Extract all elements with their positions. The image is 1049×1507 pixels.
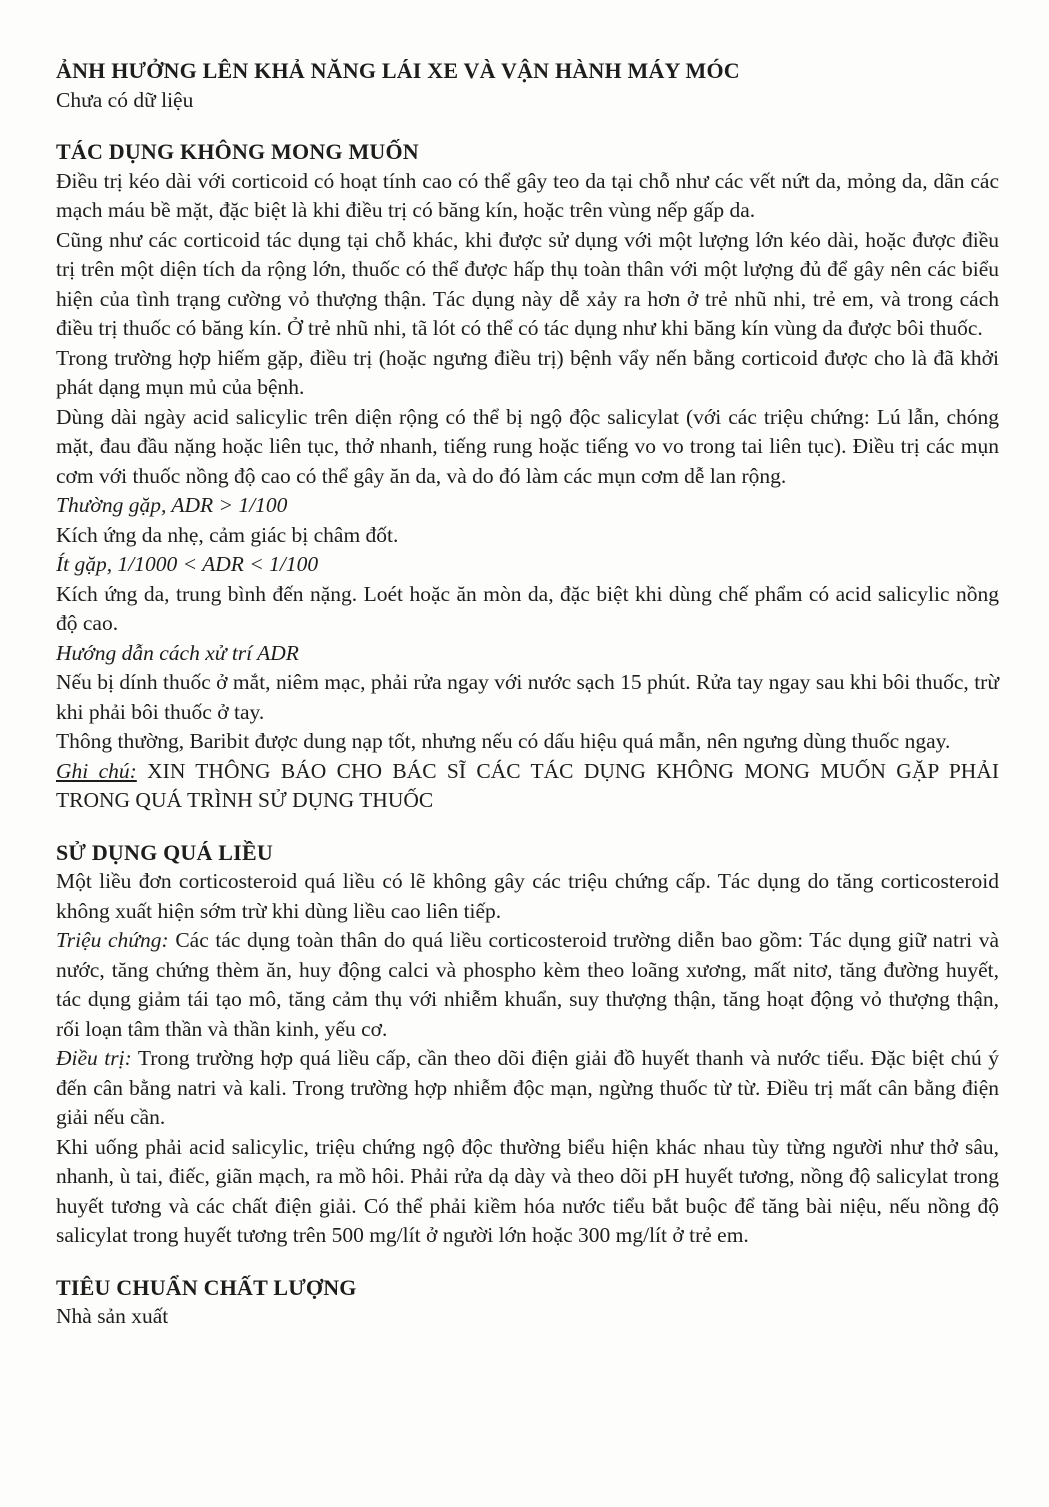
section-heading-overdose: SỬ DỤNG QUÁ LIỀU bbox=[56, 839, 273, 865]
overdose-symptoms-paragraph bbox=[56, 926, 999, 1044]
frequency-common-label: Thường gặp, ADR > 1/100 bbox=[56, 493, 288, 517]
section-adverse-effects bbox=[56, 137, 999, 816]
note-paragraph bbox=[56, 757, 999, 816]
frequency-uncommon-text: Kích ứng da, trung bình đến nặng. Loét hoặc ăn mòn da, đặc biệt khi dùng chế phẩm có acid salicylic nồng độ cao. bbox=[56, 581, 999, 635]
section-quality-standard bbox=[56, 1273, 999, 1332]
overdose-treatment-label: Điều trị: bbox=[56, 1046, 132, 1070]
note-text: XIN THÔNG BÁO CHO BÁC SĨ CÁC TÁC DỤNG KHÔNG MONG MUỐN GẶP PHẢI TRONG QUÁ TRÌNH SỬ DỤNG THUỐC bbox=[56, 758, 1000, 812]
paragraph-adverse-1: Điều trị kéo dài với corticoid có hoạt tính cao có thể gây teo da tại chỗ như các vết nứt da, mỏng da, dãn các mạch máu bề mặt, đặc biệt là khi điều trị có băng kín, hoặc trên vùng nếp gấp da. bbox=[56, 168, 999, 222]
frequency-common-text: Kích ứng da nhẹ, cảm giác bị châm đốt. bbox=[56, 522, 399, 547]
section-heading-quality-standard: TIÊU CHUẨN CHẤT LƯỢNG bbox=[56, 1274, 357, 1300]
section-heading-driving-effects: ẢNH HƯỞNG LÊN KHẢ NĂNG LÁI XE VÀ VẬN HÀNH MÁY MÓC bbox=[56, 58, 740, 83]
paragraph-adverse-4: Dùng dài ngày acid salicylic trên diện rộng có thể bị ngộ độc salicylat (với các triệu chứng: Lú lẫn, chóng mặt, đau đầu nặng hoặc liên tục, thở nhanh, tiếng rung hoặc tiếng vo vo trong tai liên tục). Điều trị các mụn cơm với thuốc nồng độ cao có thể gây ăn da, và do đó làm các mụn cơm dễ lan rộng. bbox=[56, 404, 999, 488]
paragraph-adr-handling-1: Nếu bị dính thuốc ở mắt, niêm mạc, phải rửa ngay với nước sạch 15 phút. Rửa tay ngay sau khi bôi thuốc, trừ khi phải bôi thuốc ở tay. bbox=[56, 670, 999, 724]
paragraph-adverse-3: Trong trường hợp hiếm gặp, điều trị (hoặc ngưng điều trị) bệnh vẩy nến bằng corticoid được cho là đã khởi phát dạng mụn mủ của bệnh. bbox=[56, 345, 999, 399]
overdose-symptoms-label: Triệu chứng: bbox=[56, 928, 169, 952]
paragraph-overdose-1: Một liều đơn corticosteroid quá liều có lẽ không gây các triệu chứng cấp. Tác dụng do tăng corticosteroid không xuất hiện sớm trừ khi dùng liều cao liên tiếp. bbox=[56, 869, 999, 923]
overdose-treatment-text: Trong trường hợp quá liều cấp, cần theo dõi điện giải đồ huyết thanh và nước tiểu. Đặc biệt chú ý đến cân bằng natri và kali. Trong trường hợp nhiễm độc mạn, ngừng thuốc từ từ. Điều trị mất cân bằng điện giải nếu cần. bbox=[56, 1046, 999, 1129]
paragraph-manufacturer: Nhà sản xuất bbox=[56, 1304, 169, 1328]
section-heading-adverse-effects: TÁC DỤNG KHÔNG MONG MUỐN bbox=[56, 139, 419, 164]
paragraph-overdose-2: Khi uống phải acid salicylic, triệu chứng ngộ độc thường biểu hiện khác nhau tùy từng người như thở sâu, nhanh, ù tai, điếc, giãn mạch, ra mồ hôi. Phải rửa dạ dày và theo dõi pH huyết tương, nồng độ salicylat trong huyết tương và các chất điện giải. Có thể phải kiềm hóa nước tiểu bắt buộc để tăng bài niệu, nếu nồng độ salicylat trong huyết tương trên 500 mg/lít ở người lớn hoặc 300 mg/lít ở trẻ em. bbox=[56, 1134, 999, 1247]
section-driving-effects bbox=[56, 56, 999, 115]
section-overdose bbox=[56, 838, 999, 1251]
frequency-uncommon-label: Ít gặp, 1/1000 < ADR < 1/100 bbox=[56, 552, 319, 576]
overdose-treatment-paragraph bbox=[56, 1044, 999, 1133]
paragraph-driving-no-data: Chưa có dữ liệu bbox=[56, 87, 194, 112]
adr-guide-label: Hướng dẫn cách xử trí ADR bbox=[56, 640, 299, 665]
paragraph-adverse-2: Cũng như các corticoid tác dụng tại chỗ khác, khi được sử dụng với một lượng lớn kéo dài, hoặc được điều trị trên một diện tích da rộng lớn, thuốc có thể được hấp thụ toàn thân với một lượng đủ để gây nên các biểu hiện của tình trạng cường vỏ thượng thận. Tác dụng này dễ xảy ra hơn ở trẻ nhũ nhi, trẻ em, và trong cách điều trị thuốc có băng kín. Ở trẻ nhũ nhi, tã lót có thể có tác dụng như khi băng kín vùng da được bôi thuốc. bbox=[56, 227, 999, 340]
paragraph-adr-handling-2: Thông thường, Baribit được dung nạp tốt, nhưng nếu có dấu hiệu quá mẫn, nên ngưng dùng thuốc ngay. bbox=[56, 729, 951, 753]
overdose-symptoms-text: Các tác dụng toàn thân do quá liều corticosteroid trường diễn bao gồm: Tác dụng giữ natri và nước, tăng chứng thèm ăn, huy động calci và phospho kèm theo loãng xương, mất nitơ, tăng đường huyết, tác dụng giảm tái tạo mô, tăng cảm thụ với nhiễm khuẩn, suy thượng thận, tăng hoạt động vỏ thượng thận, rối loạn tâm thần và thần kinh, yếu cơ. bbox=[56, 928, 999, 1041]
note-label: Ghi chú: bbox=[56, 758, 137, 783]
